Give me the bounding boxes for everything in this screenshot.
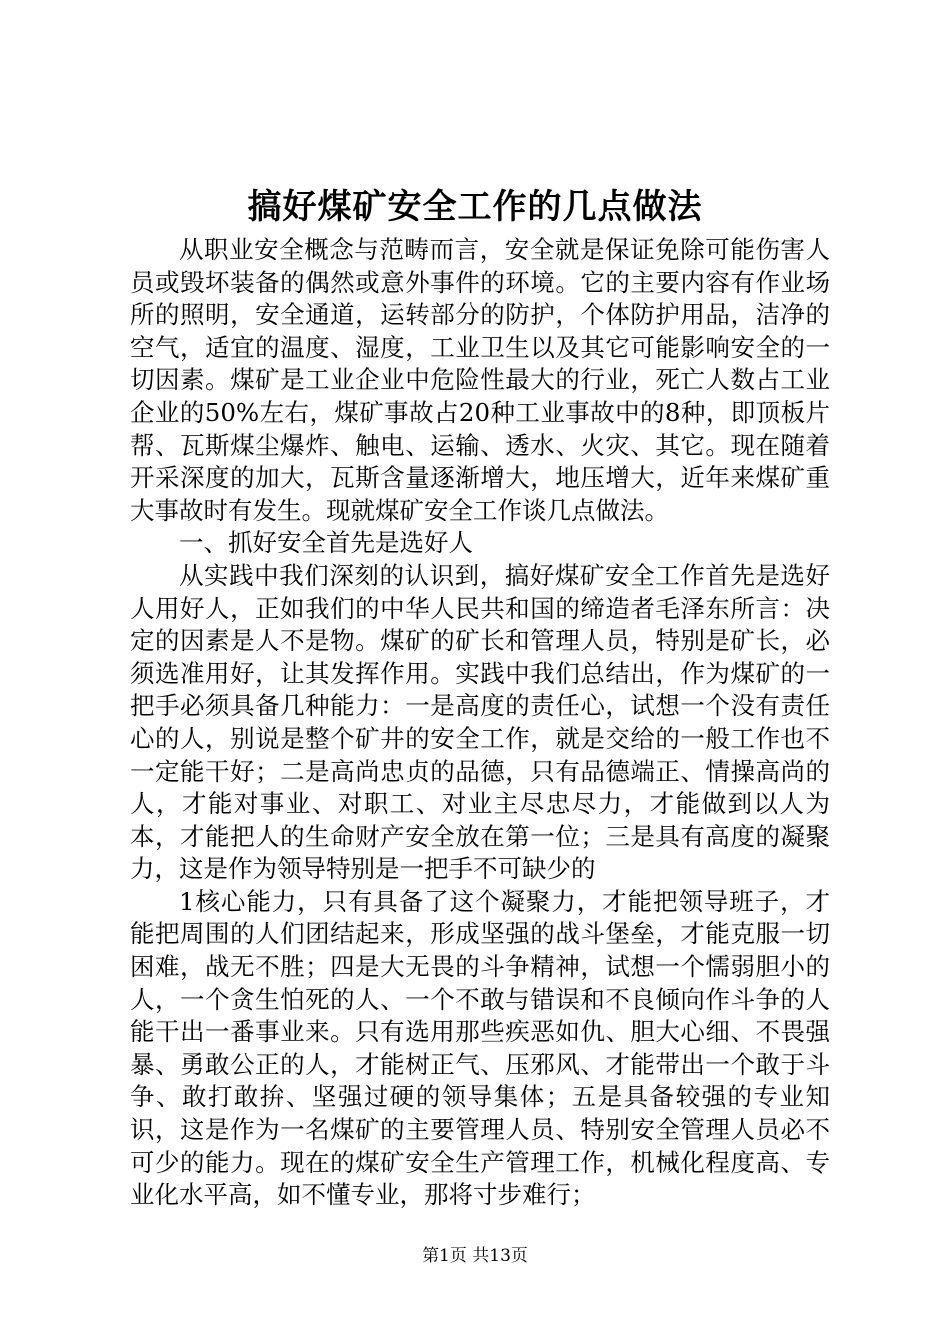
section-heading-1: 一、抓好安全首先是选好人 — [179, 528, 473, 558]
paragraph-continued: 1核心能力，只有具备了这个凝聚力，才能把领导班子，才能把周围的人们团结起来，形成坚强的战斗堡垒，才能克服一切困难，战无不胜；四是大无畏的斗争精神，试想一个懦弱胆小的人，一个贪生怕死的人、一个不敢与错误和不良倾向作斗争的人能干出一番事业来。只有选用那些疾恶如仇、胆大心细、不畏强暴、勇敢公正的人，才能树正气、压邪风、才能带出一个敢于斗争、敢打敢拚、坚强过硬的领导集体；五是具备较强的专业知识，这是作为一名煤矿的主要管理人员、特别安全管理人员必不可少的能力。现在的煤矿安全生产管理工作，机械化程度高、专业化水平高，如不懂专业，那将寸步难行； — [130, 886, 830, 1210]
paragraph-section-1: 从实践中我们深刻的认识到，搞好煤矿安全工作首先是选好人用好人，正如我们的中华人民共和国的缔造者毛泽东所言：决定的因素是人不是物。煤矿的矿长和管理人员，特别是矿长，必须选准用好，让其发挥作用。实践中我们总结出，作为煤矿的一把手必须具备几种能力：一是高度的责任心，试想一个没有责任心的人，别说是整个矿井的安全工作，就是交给的一般工作也不一定能干好；二是高尚忠贞的品德，只有品德端正、情操高尚的人，才能对事业、对职工、对业主尽忠尽力，才能做到以人为本，才能把人的生命财产安全放在第一位；三是具有高度的凝聚力，这是作为领导特别是一把手不可缺少的 — [130, 560, 830, 884]
page-footer: 第1页 共13页 — [422, 1246, 528, 1266]
document-title: 搞好煤矿安全工作的几点做法 — [247, 187, 703, 227]
document-body — [130, 234, 830, 1212]
paragraph-intro: 从职业安全概念与范畴而言，安全就是保证免除可能伤害人员或毁坏装备的偶然或意外事件的环境。它的主要内容有作业场所的照明，安全通道，运转部分的防护，个体防护用品，洁净的空气，适宜的温度、湿度，工业卫生以及其它可能影响安全的一切因素。煤矿是工业企业中危险性最大的行业，死亡人数占工业企业的50%左右，煤矿事故占20种工业事故中的8种，即顶板片帮、瓦斯煤尘爆炸、触电、运输、透水、火灾、其它。现在随着开采深度的加大，瓦斯含量逐渐增大，地压增大，近年来煤矿重大事故时有发生。现就煤矿安全工作谈几点做法。 — [130, 235, 830, 525]
